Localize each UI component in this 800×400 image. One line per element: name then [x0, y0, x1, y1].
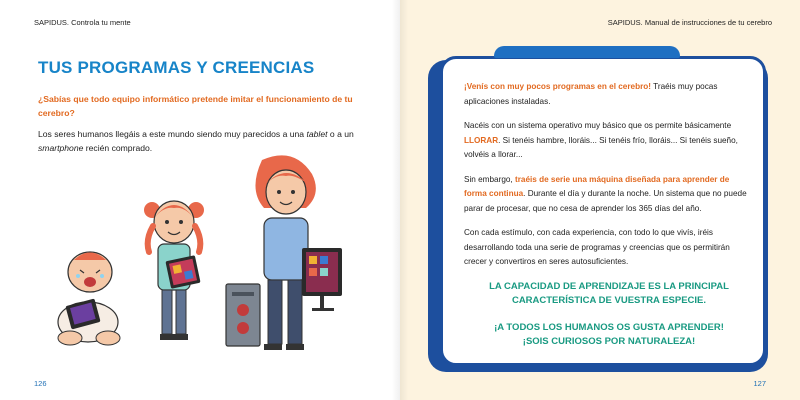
- running-head-left: SAPIDUS. Controla tu mente: [34, 18, 131, 27]
- woman-figure: [255, 155, 342, 350]
- book-gutter: [392, 0, 408, 400]
- card-paragraph-3: [464, 173, 754, 217]
- highlight-1: ¡Venís con muy pocos programas en el cerebro!: [464, 82, 652, 91]
- page-number-right: 127: [753, 379, 766, 388]
- card-tab: [494, 46, 680, 58]
- intro-text-2: o a un: [327, 129, 354, 139]
- highlight-llorar: LLORAR: [464, 135, 499, 145]
- card-body: [464, 80, 754, 350]
- intro-text-1: Los seres humanos llegáis a este mundo siendo muy parecidos a una: [38, 129, 307, 139]
- pc-tower-icon: [226, 284, 260, 346]
- page-number-left: 126: [34, 379, 47, 388]
- card-paragraph-2: [464, 119, 754, 163]
- callout-capacity: LA CAPACIDAD DE APRENDIZAJE ES LA PRINCIPAL CARACTERÍSTICA DE VUESTRA ESPECIE.: [489, 280, 729, 306]
- running-head-right: SAPIDUS. Manual de instrucciones de tu cerebro: [607, 18, 772, 27]
- para3-b: . Durante el día y durante la noche. Un sistema que no puede parar de procesar, que no cesa de aprender los 365 días del año.: [464, 189, 747, 213]
- question-text: ¿Sabías que todo equipo informático pretende imitar el funcionamiento de tu cerebro?: [38, 94, 353, 118]
- intro-text-3: recién comprado.: [83, 143, 153, 153]
- intro-tablet: tablet: [306, 129, 328, 139]
- para1-rest: Traéis muy pocas aplicaciones instaladas.: [464, 82, 718, 106]
- highlight-3: traéis de serie una máquina diseñada para aprender de forma continua: [464, 174, 730, 198]
- baby-figure: [58, 252, 120, 345]
- para2-a: Nacéis con un sistema operativo muy básico que os permite básicamente: [464, 121, 732, 130]
- para2-b: . Si tenéis hambre, lloráis... Si tenéis frío, lloráis... Si tenéis sueño, volvéis a llorar...: [464, 135, 738, 159]
- girl-figure: [144, 201, 204, 340]
- callout-curiosity: [464, 321, 754, 350]
- card-paragraph-4: Con cada estímulo, con cada experiencia, con todo lo que vivís, iréis desarrollando toda una serie de programas y creencias que os permitirán crecer y convertiros en seres autosuficientes.: [464, 228, 730, 266]
- page-title: TUS PROGRAMAS Y CREENCIAS: [38, 58, 315, 77]
- card-paragraph-1: [464, 80, 754, 109]
- callout-line-2: ¡SOIS CURIOSOS POR NATURALEZA!: [522, 336, 696, 347]
- growth-illustration: [50, 150, 350, 360]
- monitor-icon: [302, 248, 342, 311]
- para3-a: Sin embargo,: [464, 174, 515, 184]
- intro-smartphone: smartphone: [38, 143, 84, 153]
- callout-line-1: ¡A TODOS LOS HUMANOS OS GUSTA APRENDER!: [494, 321, 724, 333]
